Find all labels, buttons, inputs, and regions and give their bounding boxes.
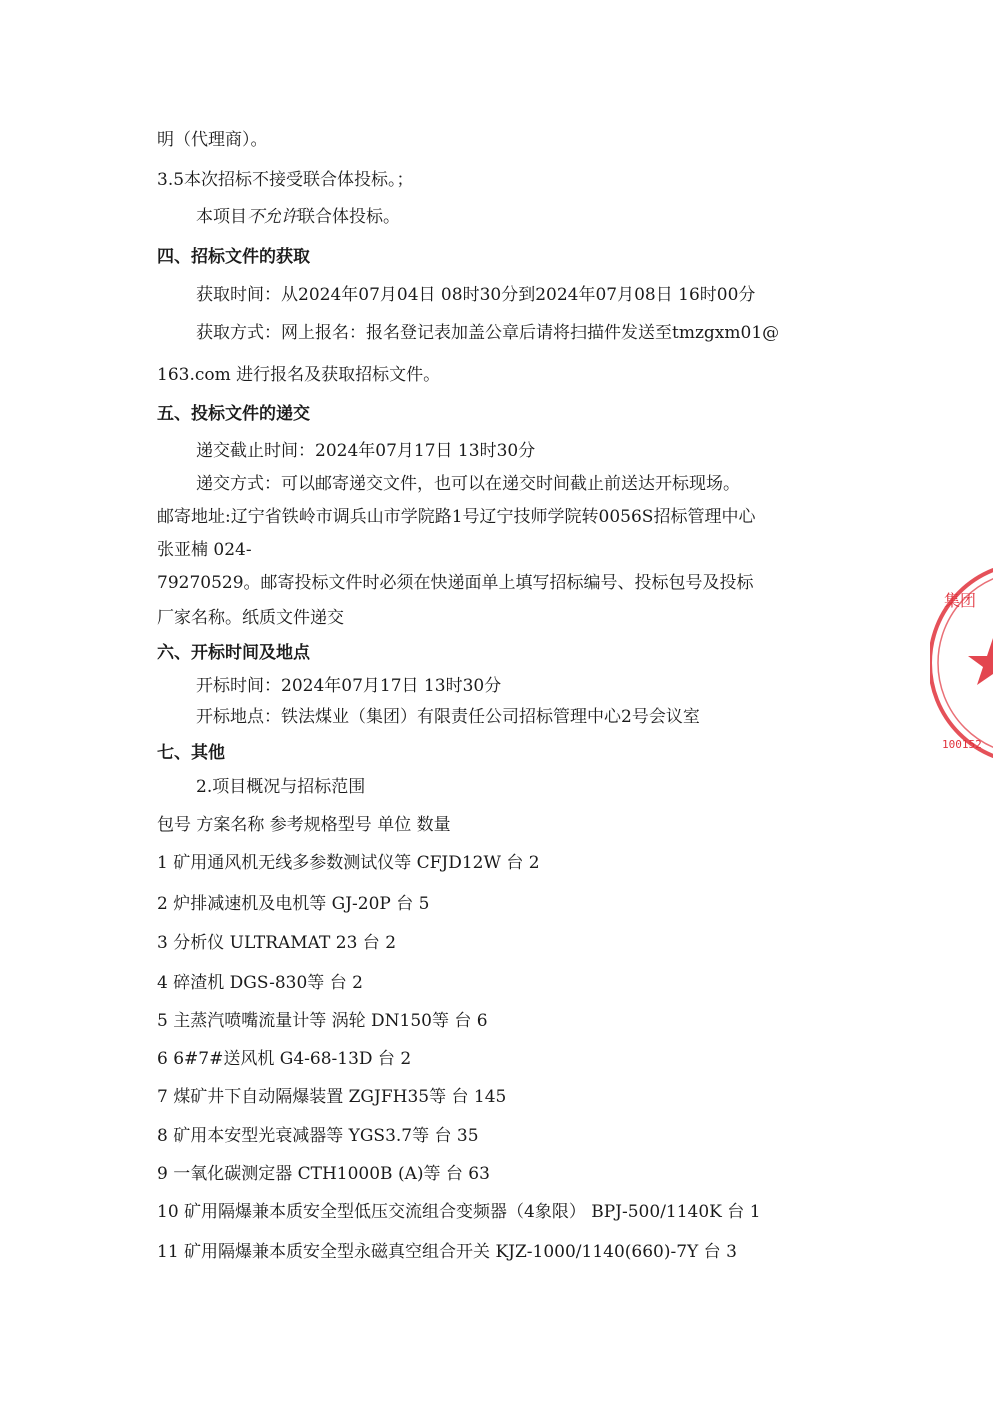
list-item: 5 主蒸汽喷嘴流量计等 涡轮 DN150等 台 6 (157, 1011, 488, 1031)
text-line: 递交截止时间：2024年07月17日 13时30分 (196, 441, 536, 461)
seal-text-top: 集团 (944, 591, 977, 610)
text-line: 递交方式：可以邮寄递交文件，也可以在递交时间截止前送达开标现场。 (196, 474, 740, 494)
list-item: 9 一氧化碳测定器 CTH1000B (A)等 台 63 (157, 1164, 490, 1184)
list-item: 6 6#7#送风机 G4-68-13D 台 2 (157, 1049, 412, 1069)
list-item: 2 炉排减速机及电机等 GJ-20P 台 5 (157, 894, 430, 914)
text-span: 本项目 (196, 207, 247, 227)
section-heading-6: 六、开标时间及地点 (157, 643, 310, 663)
list-item: 4 碎渣机 DGS-830等 台 2 (157, 973, 363, 993)
seal-icon (930, 548, 993, 778)
section-heading-5: 五、投标文件的递交 (157, 404, 310, 424)
text-line: 厂家名称。纸质文件递交 (157, 608, 344, 628)
section-heading-7: 七、其他 (157, 743, 225, 763)
list-item: 3 分析仪 ULTRAMAT 23 台 2 (157, 933, 397, 953)
text-line: 张亚楠 024- (157, 540, 252, 560)
list-item: 10 矿用隔爆兼本质安全型低压交流组合变频器（4象限） BPJ-500/1140K 台 1 (157, 1202, 761, 1222)
table-header-line: 包号 方案名称 参考规格型号 单位 数量 (157, 815, 451, 835)
text-line: 79270529。邮寄投标文件时必须在快递面单上填写招标编号、投标包号及投标 (157, 573, 754, 593)
text-line: 3.5本次招标不接受联合体投标。； (157, 170, 414, 190)
text-line: 开标地点：铁法煤业（集团）有限责任公司招标管理中心2号会议室 (196, 707, 700, 727)
list-item: 7 煤矿井下自动隔爆装置 ZGJFH35等 台 145 (157, 1087, 507, 1107)
list-item: 1 矿用通风机无线多参数测试仪等 CFJD12W 台 2 (157, 853, 540, 873)
list-item: 8 矿用本安型光衰减器等 YGS3.7等 台 35 (157, 1126, 479, 1146)
text-line: 邮寄地址:辽宁省铁岭市调兵山市学院路1号辽宁技师学院转0056S招标管理中心 (157, 507, 756, 527)
text-span: 联合体投标。 (298, 207, 400, 227)
text-line (196, 205, 400, 229)
handwritten-span: 不允许 (247, 207, 298, 227)
section-heading-4: 四、招标文件的获取 (157, 247, 310, 267)
company-seal (930, 548, 993, 778)
list-item: 11 矿用隔爆兼本质安全型永磁真空组合开关 KJZ-1000/1140(660)-7Y 台 3 (157, 1242, 737, 1262)
text-line: 163.com 进行报名及获取招标文件。 (157, 365, 441, 385)
text-line: 2.项目概况与招标范围 (196, 777, 366, 797)
text-line: 获取方式：网上报名：报名登记表加盖公章后请将扫描件发送至tmzgxm01@ (196, 323, 780, 343)
text-line: 获取时间：从2024年07月04日 08时30分到2024年07月08日 16时00分 (196, 285, 756, 305)
text-line: 明（代理商）。 (157, 130, 268, 150)
text-line: 开标时间：2024年07月17日 13时30分 (196, 676, 502, 696)
seal-text-number: 100152 (942, 738, 982, 751)
